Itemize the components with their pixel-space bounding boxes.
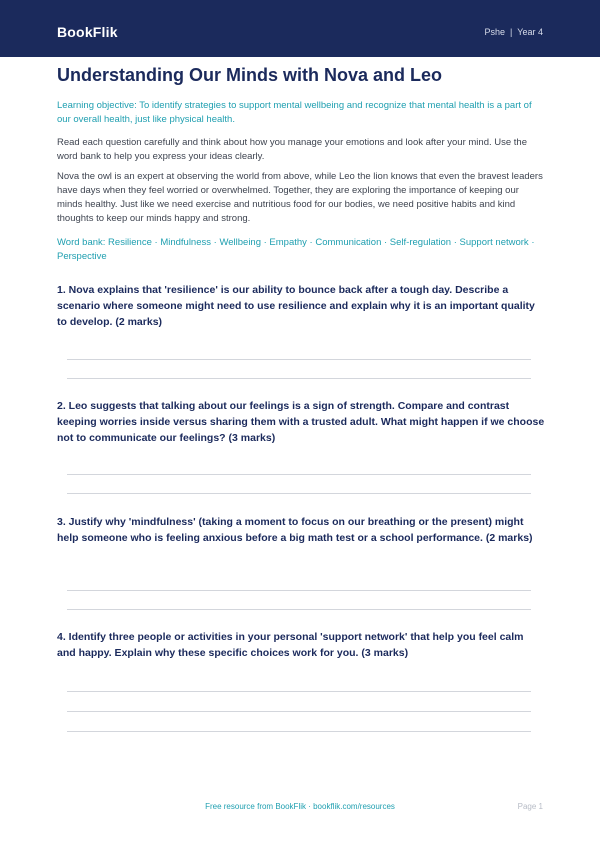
subject-label: Pshe (484, 27, 505, 37)
year-label: Year 4 (517, 27, 543, 37)
page-number: Page 1 (517, 802, 543, 811)
answer-line[interactable] (67, 691, 531, 692)
learning-objective: Learning objective: To identify strategies to support mental wellbeing and recognize that mental health is a part of our overall health, just like physical health. (57, 100, 532, 125)
answer-line[interactable] (67, 378, 531, 379)
page-header (0, 0, 600, 57)
answer-line[interactable] (67, 711, 531, 712)
question-4: 4. Identify three people or activities in your personal 'support network' that help you feel calm and happy. Explain why these specific choices work for you. (3 marks) (57, 631, 524, 659)
worksheet-title: Understanding Our Minds with Nova and Leo (57, 65, 443, 85)
word-bank: Word bank: Resilience · Mindfulness · Wellbeing · Empathy · Communication · Self-regulation · Support network · Perspective (57, 237, 535, 262)
instructions-text: Read each question carefully and think about how you manage your emotions and look after your mind. Use the word bank to help you express your ideas clearly. (57, 137, 528, 162)
answer-line[interactable] (67, 590, 531, 591)
answer-line[interactable] (67, 359, 531, 360)
meta-separator: | (509, 27, 513, 37)
question-2: 2. Leo suggests that talking about our feelings is a sign of strength. Compare and contrast keeping worries inside versus sharing them with a trusted adult. What might happen if we choose not to communicate our feelings? (3 marks) (57, 400, 545, 444)
answer-line[interactable] (67, 731, 531, 732)
story-paragraph: Nova the owl is an expert at observing the world from above, while Leo the lion knows that even the bravest leaders have days when they feel worried or overwhelmed. Together, they are exploring the importance of keeping our minds healthy. Just like we need exercise and nutritious food for our bodies, we need positive habits and kind thoughts to keep our minds happy and strong. (57, 171, 543, 224)
answer-line[interactable] (67, 609, 531, 610)
question-1: 1. Nova explains that 'resilience' is our ability to bounce back after a tough day. Describe a scenario where someone might need to use resilience and explain why it is an important quality to develop. (2 marks) (57, 284, 535, 328)
subject-year-label (484, 27, 543, 37)
answer-line[interactable] (67, 474, 531, 475)
brand-logo-text: BookFlik (57, 24, 118, 40)
footer-resource-link[interactable]: Free resource from BookFlik · bookflik.com/resources (205, 802, 395, 811)
question-3: 3. Justify why 'mindfulness' (taking a moment to focus on our breathing or the present) might help someone who is feeling anxious before a big math test or a school performance. (2 marks) (57, 516, 533, 544)
answer-line[interactable] (67, 493, 531, 494)
